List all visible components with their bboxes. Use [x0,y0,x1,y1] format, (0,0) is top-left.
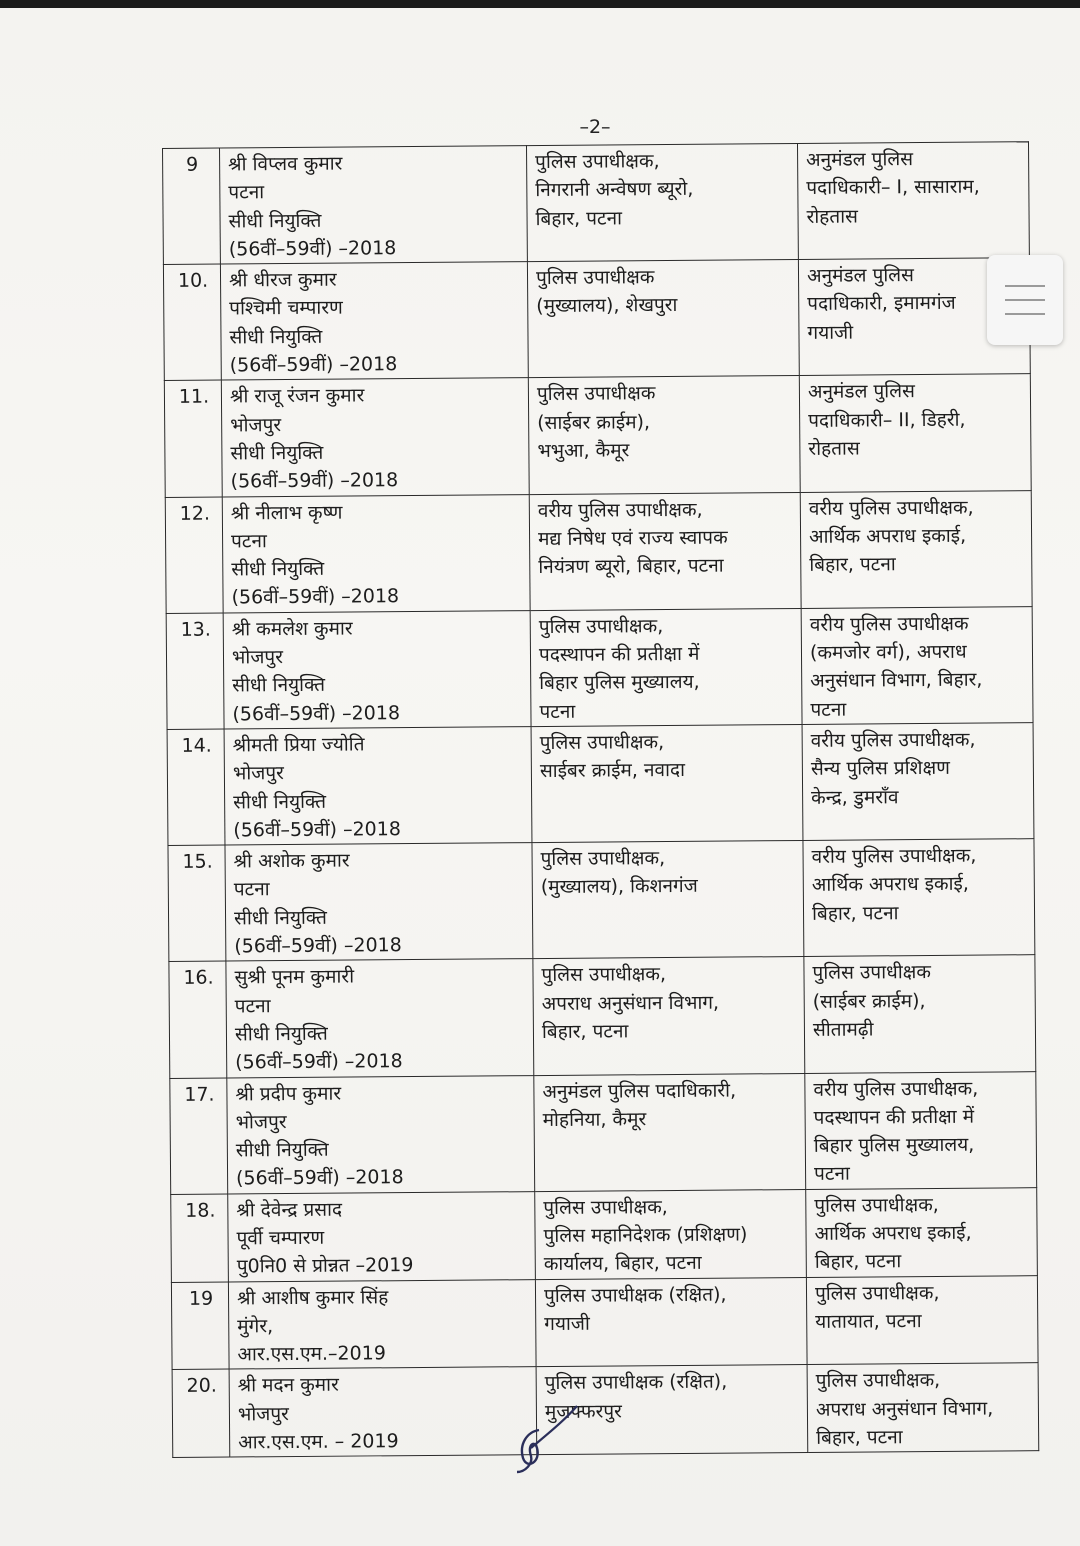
officer-line: श्री आशीष कुमार सिंह [236,1285,389,1310]
current-posting-cell [526,144,798,262]
table-row [166,606,1033,729]
current-posting-cell [532,841,804,959]
current-posting-line: मोहनिया, कैमूर [542,1108,647,1131]
officer-line: (56वीं–59वीं) –2018 [230,469,399,493]
officer-line: भोजपुर [235,1110,287,1134]
new-posting-cell [797,142,1029,260]
serial-number: 15. [168,845,226,962]
officer-line: (56वीं–59वीं) –2018 [229,353,398,377]
table-row [164,374,1031,497]
table-row [172,1363,1039,1458]
current-posting-line: पटना [539,700,576,723]
officer-line: सीधी नियुक्ति [233,790,327,813]
current-posting-line: पुलिस उपाधीक्षक, [535,150,660,174]
serial-number: 18. [171,1194,229,1282]
officer-line: सीधी नियुक्ति [233,906,327,930]
serial-number: 9 [163,148,221,265]
new-posting-line: पदाधिकारी– I, सासाराम, [806,175,980,200]
officer-line: भोजपुर [237,1402,289,1426]
current-posting-cell [533,957,805,1075]
serial-number: 13. [166,613,224,730]
table-row [167,723,1034,846]
new-posting-line: अनुसंधान विभाग, बिहार, [810,668,983,693]
new-posting-line: बिहार, पटना [816,1426,903,1449]
officer-line: श्रीमती प्रिया ज्योति [232,733,365,757]
new-posting-cell [805,1071,1037,1189]
transfer-table [162,141,1039,1458]
serial-number: 17. [170,1078,228,1195]
officer-cell [226,959,534,1078]
officer-line: (56वीं–59वीं) –2018 [232,701,401,726]
officer-cell [220,146,528,265]
new-posting-cell [804,955,1036,1073]
new-posting-line: वरीय पुलिस उपाधीक्षक, [808,496,974,520]
table-row [163,258,1030,381]
new-posting-line: पुलिस उपाधीक्षक [812,961,932,985]
current-posting-line: नियंत्रण ब्यूरो, बिहार, पटना [538,554,724,579]
officer-line: श्री मदन कुमार [237,1374,339,1397]
current-posting-line: पदस्थापन की प्रतीक्षा में [538,642,700,667]
current-posting-line: अनुमंडल पुलिस पदाधिकारी, [542,1079,737,1103]
new-posting-line: पटना [810,698,847,721]
current-posting-line: (मुख्यालय), शेखपुरा [536,294,678,318]
current-posting-line: (मुख्यालय), किशनगंज [540,875,698,899]
officer-line: मुंगेर, [237,1315,274,1338]
new-posting-line: अनुमंडल पुलिस [806,148,914,171]
officer-cell [227,1075,535,1194]
current-posting-line: मद्य निषेध एवं राज्य स्वापक [537,526,728,550]
officer-line: श्री प्रदीप कुमार [235,1082,342,1105]
serial-number: 12. [165,497,223,614]
current-posting-line: भभुआ, कैमूर [537,439,630,463]
officer-line: श्री नीलाभ कृष्ण [230,501,343,525]
new-posting-cell [800,490,1032,608]
current-posting-line: निगरानी अन्वेषण ब्यूरो, [535,178,694,202]
new-posting-line: अपराध अनुसंधान विभाग, [815,1397,994,1421]
serial-number: 16. [169,961,227,1078]
table-row [171,1187,1038,1282]
page-number: –2– [579,116,611,138]
serial-number: 20. [172,1369,230,1457]
officer-line: (56वीं–59वीं) –2018 [228,237,397,261]
new-posting-cell [803,839,1035,957]
new-posting-line: केन्द्र, डुमराँव [811,785,899,809]
new-posting-line: पदस्थापन की प्रतीक्षा में [813,1105,975,1129]
officer-line: सीधी नियुक्ति [231,557,325,581]
officer-line: पटना [234,994,271,1018]
officer-line: श्री धीरज कुमार [228,268,337,292]
table-row [170,1071,1037,1194]
officer-line: श्री विप्लव कुमार [228,152,343,176]
officer-cell [228,1279,536,1369]
officer-cell [222,494,530,613]
officer-cell [221,378,529,497]
current-posting-cell [534,1073,806,1191]
officer-cell [225,843,533,962]
current-posting-line: साईबर क्राईम, नवादा [539,759,686,783]
new-posting-line: बिहार पुलिस मुख्यालय, [813,1133,975,1158]
officer-line: (56वीं–59वीं) –2018 [231,585,400,609]
side-menu-handle[interactable] [987,255,1063,345]
officer-line: पूर्वी चम्पारण [236,1226,325,1250]
new-posting-cell [806,1275,1038,1365]
officer-line: (56वीं–59वीं) –2018 [235,1050,403,1074]
officer-line: सीधी नियुक्ति [232,674,326,697]
current-posting-line: बिहार, पटना [535,206,623,230]
current-posting-line: पुलिस महानिदेशक (प्रशिक्षण) [543,1223,748,1248]
table-row [171,1275,1038,1370]
new-posting-line: आर्थिक अपराध इकाई, [808,524,967,548]
current-posting-line: पुलिस उपाधीक्षक, [538,614,664,638]
officer-line: पटना [233,878,270,901]
officer-line: (56वीं–59वीं) –2018 [234,934,402,958]
officer-line: श्री अशोक कुमार [233,849,350,873]
officer-line: पश्चिमी चम्पारण [229,297,343,320]
current-posting-line: पुलिस उपाधीक्षक (रक्षित), [544,1371,728,1395]
new-posting-line: पदाधिकारी, इमामगंज [807,292,956,316]
serial-number: 10. [163,264,221,381]
new-posting-cell [807,1363,1039,1453]
officer-line: पु0नि0 से प्रोन्नत –2019 [236,1254,414,1278]
new-posting-cell [799,374,1031,492]
officer-line: पटना [231,530,268,553]
officer-line: श्री कमलेश कुमार [231,617,353,641]
officer-cell [220,262,528,381]
officer-line: सुश्री पूनम कुमारी [234,965,355,989]
serial-number: 14. [167,729,225,846]
table-row [168,839,1035,962]
new-posting-line: वरीय पुलिस उपाधीक्षक, [810,728,976,752]
officer-line: भोजपुर [230,413,282,437]
officer-cell [228,1191,536,1281]
new-posting-cell [801,606,1033,724]
officer-line: सीधी नियुक्ति [228,209,322,233]
officer-line: श्री राजू रंजन कुमार [229,384,365,408]
current-posting-line: वरीय पुलिस उपाधीक्षक, [537,498,703,522]
officer-line: श्री देवेन्द्र प्रसाद [236,1198,343,1222]
current-posting-line: पुलिस उपाधीक्षक, [543,1195,668,1219]
officer-line: आर.एस.एम. – 2019 [238,1430,399,1454]
new-posting-line: पुलिस उपाधीक्षक, [815,1369,941,1393]
new-posting-line: वरीय पुलिस उपाधीक्षक, [811,844,977,869]
signature-mark [505,1400,595,1480]
current-posting-line: पुलिस उपाधीक्षक [536,382,656,406]
new-posting-line: आर्थिक अपराध इकाई, [814,1221,972,1245]
officer-line: (56वीं–59वीं) –2018 [236,1166,404,1190]
table-row [169,955,1036,1078]
current-posting-line: पुलिस उपाधीक्षक, [540,847,666,871]
current-posting-line: अपराध अनुसंधान विभाग, [541,991,720,1015]
new-posting-line: बिहार, पटना [809,553,896,577]
new-posting-line: पटना [813,1163,851,1186]
new-posting-line: वरीय पुलिस उपाधीक्षक [809,612,969,636]
new-posting-line: अनुमंडल पुलिस [807,380,915,404]
current-posting-cell [535,1189,807,1279]
new-posting-line: रोहतास [806,205,859,228]
new-posting-line: रोहतास [808,437,860,460]
table-row [165,490,1032,613]
top-edge-bar [0,0,1080,8]
serial-number: 19 [171,1282,229,1370]
officer-line: (56वीं–59वीं) –2018 [233,817,401,842]
new-posting-line: पुलिस उपाधीक्षक, [814,1281,940,1305]
officer-cell [229,1367,537,1457]
current-posting-cell [530,608,802,726]
new-posting-line: (साईबर क्राईम), [812,989,926,1013]
new-posting-line: वरीय पुलिस उपाधीक्षक, [813,1077,979,1101]
current-posting-line: मुजफ्फरपुर [544,1400,622,1423]
current-posting-line: बिहार, पटना [541,1020,629,1043]
officer-line: सीधी नियुक्ति [235,1138,329,1162]
new-posting-line: (कमजोर वर्ग), अपराध [809,640,967,664]
current-posting-line: पुलिस उपाधीक्षक (रक्षित), [543,1283,727,1307]
officer-cell [224,727,532,846]
current-posting-line: बिहार पुलिस मुख्यालय, [539,671,700,695]
officer-line: आर.एस.एम.–2019 [237,1342,386,1366]
serial-number: 11. [164,380,222,497]
new-posting-line: पुलिस उपाधीक्षक, [814,1193,939,1217]
officer-line: सीधी नियुक्ति [229,325,323,349]
new-posting-cell [806,1187,1038,1277]
officer-line: पटना [228,181,265,204]
current-posting-cell [529,492,801,610]
current-posting-line: पुलिस उपाधीक्षक, [539,731,665,754]
new-posting-line: आर्थिक अपराध इकाई, [811,873,969,897]
current-posting-line: गयाजी [544,1312,591,1335]
officer-cell [223,610,531,729]
new-posting-line: यातायात, पटना [815,1309,922,1333]
current-posting-line: पुलिस उपाधीक्षक, [541,963,667,987]
current-posting-cell [535,1277,807,1367]
new-posting-line: बिहार, पटना [814,1250,902,1274]
officer-line: सीधी नियुक्ति [230,441,324,465]
officer-line: भोजपुर [231,646,284,669]
new-posting-line: अनुमंडल पुलिस [806,264,915,288]
new-posting-line: सीतामढ़ी [812,1018,874,1041]
new-posting-cell [802,723,1034,841]
current-posting-cell [528,376,800,494]
officer-line: सीधी नियुक्ति [234,1022,328,1046]
current-posting-cell [531,724,803,842]
table-row [163,142,1030,265]
current-posting-line: (साईबर क्राईम), [537,410,651,434]
new-posting-line: गयाजी [807,321,854,344]
current-posting-line: कार्यालय, बिहार, पटना [543,1252,702,1276]
new-posting-line: पदाधिकारी– II, डिहरी, [808,408,966,432]
new-posting-line: बिहार, पटना [811,901,899,925]
new-posting-line: सैन्य पुलिस प्रशिक्षण [810,757,950,781]
current-posting-cell [527,260,799,378]
current-posting-line: पुलिस उपाधीक्षक [535,266,655,290]
officer-line: भोजपुर [232,762,284,785]
